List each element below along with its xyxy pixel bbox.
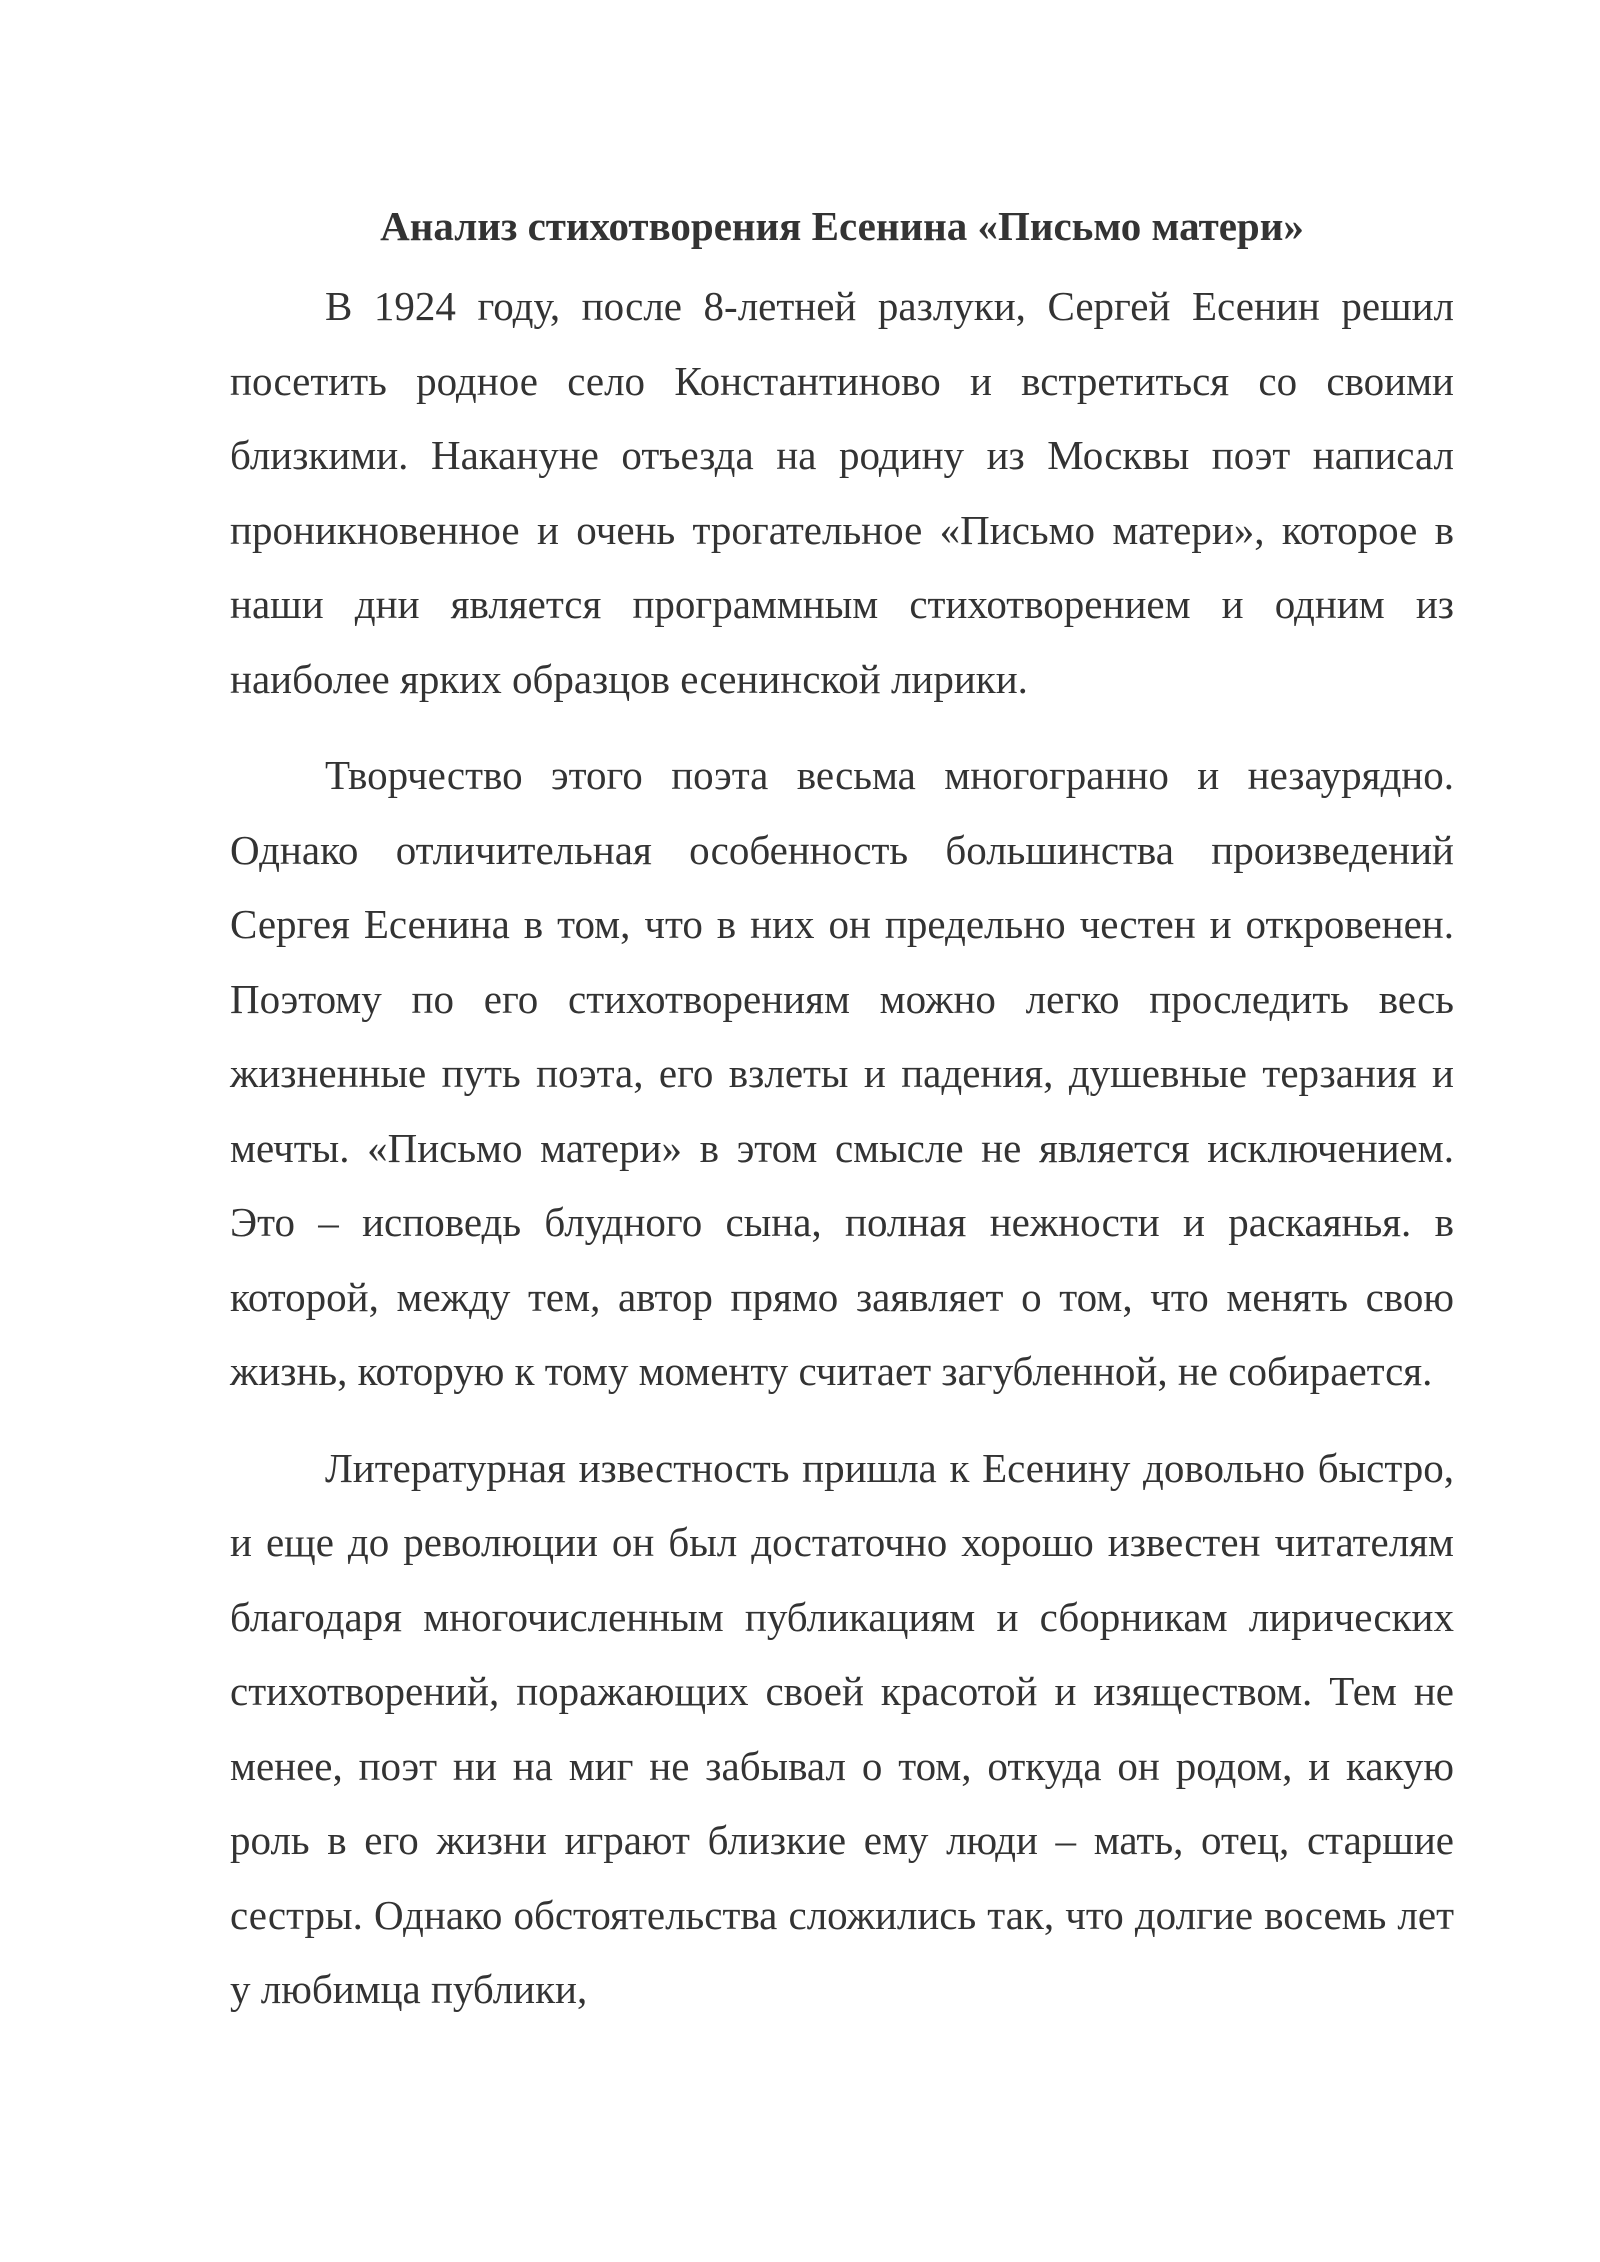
document-body [230,195,1454,2049]
paragraph-1: В 1924 году, после 8-летней разлуки, Сергей Есенин решил посетить родное село Константиново и встретиться со своими близкими. Накануне отъезда на родину из Москвы поэт написал проникновенное и очень трогательное «Письмо матери», которое в наши дни является программным стихотворением и одним из наиболее ярких образцов есенинской лирики. [230,283,1454,702]
paragraph-2: Творчество этого поэта весьма многогранно и незаурядно. Однако отличительная особенность большинства произведений Сергея Есенина в том, что в них он предельно честен и откровенен. Поэтому по его стихотворениям можно легко проследить весь жизненные путь поэта, его взлеты и падения, душевные терзания и мечты. «Письмо матери» в этом смысле не является исключением. Это – исповедь блудного сына, полная нежности и раскаянья. в которой, между тем, автор прямо заявляет о том, что менять свою жизнь, которую к тому моменту считает загубленной, не собирается. [230,752,1454,1394]
paragraph-3: Литературная известность пришла к Есенину довольно быстро, и еще до революции он был достаточно хорошо известен читателям благодаря многочисленным публикациям и сборникам лирических стихотворений, поражающих своей красотой и изяществом. Тем не менее, поэт ни на миг не забывал о том, откуда он родом, и какую роль в его жизни играют близкие ему люди – мать, отец, старшие сестры. Однако обстоятельства сложились так, что долгие восемь лет у любимца публики, [230,1444,1454,2012]
document-title: Анализ стихотворения Есенина «Письмо матери» [380,203,1304,249]
